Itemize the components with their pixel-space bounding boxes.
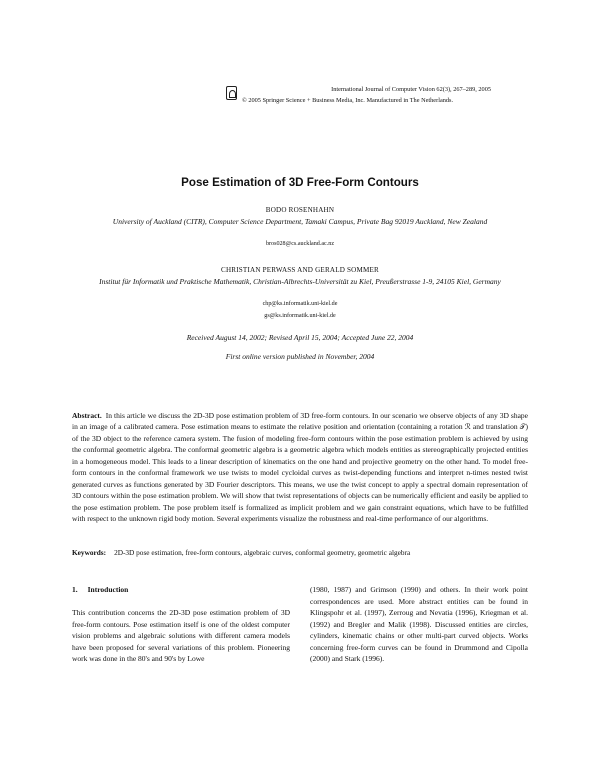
keywords-text: 2D-3D pose estimation, free-form contours, algebraic curves, conformal geometry, geometric algebra <box>114 548 411 557</box>
copyright-notice: © 2005 Springer Science + Business Media, Inc. Manufactured in The Netherlands. <box>242 97 454 104</box>
author-affiliation-1: University of Auckland (CITR), Computer Science Department, Tamaki Campus, Private Bag 92019 Auckland, New Zealand <box>112 217 488 226</box>
body-column-right <box>310 584 528 665</box>
springer-logo-icon <box>226 86 237 100</box>
body-column-left <box>72 584 290 665</box>
section-number: 1. <box>72 585 78 594</box>
received-dates: Received August 14, 2002; Revised April 15, 2004; Accepted June 22, 2004 <box>186 333 414 342</box>
author-names-1: BODO ROSENHAHN <box>265 206 335 214</box>
journal-citation: International Journal of Computer Vision 62(3), 267–289, 2005 <box>331 86 491 93</box>
intro-paragraph-left: This contribution concerns the 2D-3D pose estimation problem of 3D free-form contours. Pose estimation itself is one of the oldest computer vision problems and algebraic solutions with different camera models have been proposed for several variations of this problem. Pioneering work was done in the 80's and 90's by Lowe <box>72 608 290 663</box>
author-email-1: bros028@cs.auckland.ac.nz <box>265 241 335 247</box>
abstract <box>72 410 528 525</box>
section-heading <box>72 584 290 596</box>
author-email-2a: chp@ks.informatik.uni-kiel.de <box>262 301 338 307</box>
intro-paragraph-right: (1980, 1987) and Grimson (1990) and others. In their work point correspondences are used. More abstract entities can be found in Klingspohr et al. (1997), Zerroug and Nevatia (1996), Kriegman et al. (1992) and Bregler and Malik (1998). Discussed entities are circles, cylinders, kinematic chains or other multi-part curved objects. Works concerning free-form curves can be found in Drummond and Cipolla (2000) and Stark (1996). <box>310 585 528 663</box>
paper-title: Pose Estimation of 3D Free-Form Contours <box>181 176 419 189</box>
author-affiliation-2: Institut für Informatik und Praktische Mathematik, Christian-Albrechts-Universität zu Kiel, Preußerstrasse 1-9, 24105 Kiel, Germany <box>99 277 501 286</box>
keywords-label: Keywords: <box>72 548 107 557</box>
online-date: First online version published in November, 2004 <box>225 352 375 361</box>
abstract-label: Abstract. <box>72 411 102 420</box>
section-title: Introduction <box>87 585 129 594</box>
author-names-2: CHRISTIAN PERWASS AND GERALD SOMMER <box>221 266 379 274</box>
author-email-2b: gs@ks.informatik.uni-kiel.de <box>264 313 336 319</box>
abstract-text: In this article we discuss the 2D-3D pose estimation problem of 3D free-form contours. In our scenario we observe objects of any 3D shape in an image of a calibrated camera. Pose estimation means to estimate the relative position and orientation (containing a rotation ℛ and translation 𝒯) of the 3D object to the reference camera system. The fusion of modeling free-form contours within the pose estimation problem is achieved by using the conformal geometric algebra. The conformal geometric algebra is a geometric algebra which models entities as stereographically projected entities in a homogeneous model. This leads to a linear description of kinematics on the one hand and projective geometry on the other hand. To model free-form contours in the conformal framework we use twists to model cycloidal curves as twist-depending functions and interpret n-times nested twist generated curves as functions generated by 3D Fourier descriptors. This means, we use the twist concept to apply a spectral domain representation of 3D contours within the pose estimation problem. We will show that twist representations of objects can be numerically efficient and easily be applied to the pose estimation problem. The pose problem itself is formalized as implicit problem and we gain constraint equations, which have to be fulfilled with respect to the unknown rigid body motion. Several experiments visualize the robustness and real-time performance of our algorithms. <box>72 411 528 524</box>
keywords <box>72 547 528 558</box>
